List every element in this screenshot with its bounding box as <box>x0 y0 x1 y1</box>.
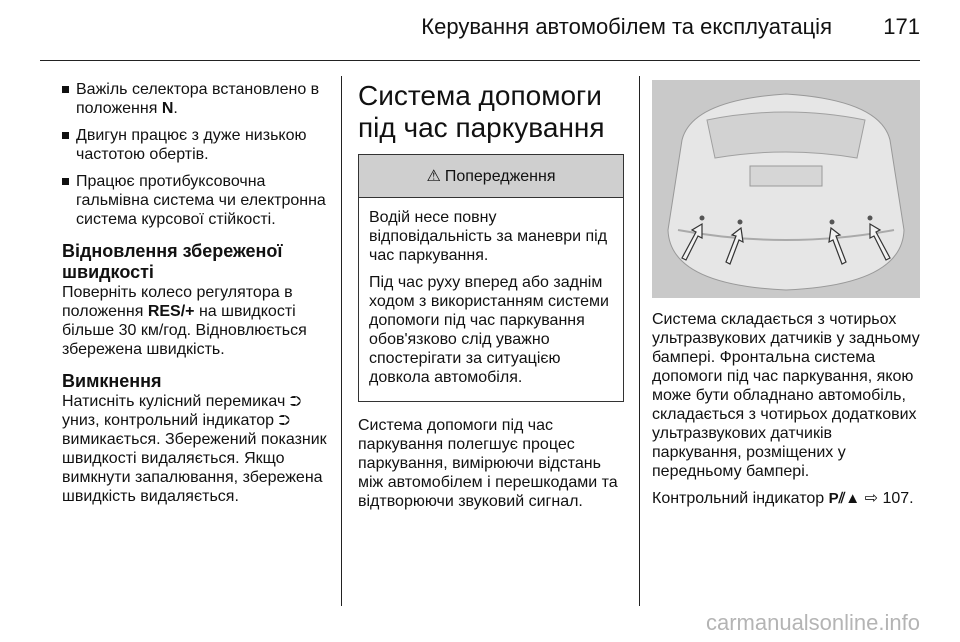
car-rear-sensors-image <box>652 80 920 298</box>
bullet-square-icon <box>62 132 69 139</box>
warning-icon: ⚠ <box>426 167 441 185</box>
body-text-sensors: Система складається з чотирьох ультразвукових датчиків у задньому бампері. Фронтальна система допомоги під час паркування, якою може бути обладнано автомобіль, складається з чотирьох додаткових ультразвукових датчиків паркування, розміщених у передньому бампері. <box>652 311 920 480</box>
warning-body: Водій несе повну відповідальність за маневри під час паркування. Під час руху вперед або заднім ходом з використанням системи допомоги під час паркування обов'язково слід уважно спостерігати за ситуацією довкола автомобіля. <box>369 209 609 386</box>
list-item: Працює протибуксовочна гальмівна система чи електронна система курсової стійкості. <box>62 172 332 229</box>
cruise-control-icon: ⮊ <box>289 393 302 410</box>
header-divider <box>40 60 920 61</box>
bullet-square-icon <box>62 86 69 93</box>
section-text-off: Натисніть кулісний перемикач ⮊ униз, контрольний індикатор ⮊ вимикається. Збережений показник швидкості видаляється. Якщо вимкнути запалювання, збережена швидкість видаляється. <box>62 393 327 505</box>
column-left <box>62 80 332 514</box>
section-heading-resume: Відновлення збереженої швидкості <box>62 241 283 282</box>
warning-header: ⚠ Попередження <box>359 155 623 198</box>
body-text-indicator: Контрольний індикатор P⫽▲ ⇨ 107. <box>652 490 914 507</box>
column-middle <box>358 80 624 519</box>
warning-box <box>358 154 624 402</box>
body-text: Система допомоги під час паркування полегшує процес паркування, вимірюючи відстань між автомобілем і перешкодами та відтворюючи звуковий сигнал. <box>358 417 618 510</box>
page-ref-arrow-icon: ⇨ <box>864 490 879 507</box>
column-right <box>652 80 920 516</box>
section-heading-off: Вимкнення <box>62 371 162 391</box>
column-divider-1 <box>341 76 342 606</box>
list-item: Важіль селектора встановлено в положення N. <box>62 80 332 118</box>
section-text-resume: Поверніть колесо регулятора в положення RES/+ на швидкості більше 30 км/год. Відновлюється збережена швидкість. <box>62 284 307 358</box>
parking-assist-indicator-icon: P⫽▲ <box>828 490 861 507</box>
page-number: 171 <box>883 14 920 39</box>
bullet-square-icon <box>62 178 69 185</box>
car-rear-illustration <box>652 80 920 298</box>
section-title-parking-assist: Система допомоги під час паркування <box>358 80 605 143</box>
watermark: carmanualsonline.info <box>705 610 920 635</box>
cruise-control-icon: ⮊ <box>278 412 290 429</box>
page-header-title: Керування автомобілем та експлуатація <box>421 14 832 39</box>
column-divider-2 <box>639 76 640 606</box>
list-item: Двигун працює з дуже низькою частотою обертів. <box>62 126 332 164</box>
